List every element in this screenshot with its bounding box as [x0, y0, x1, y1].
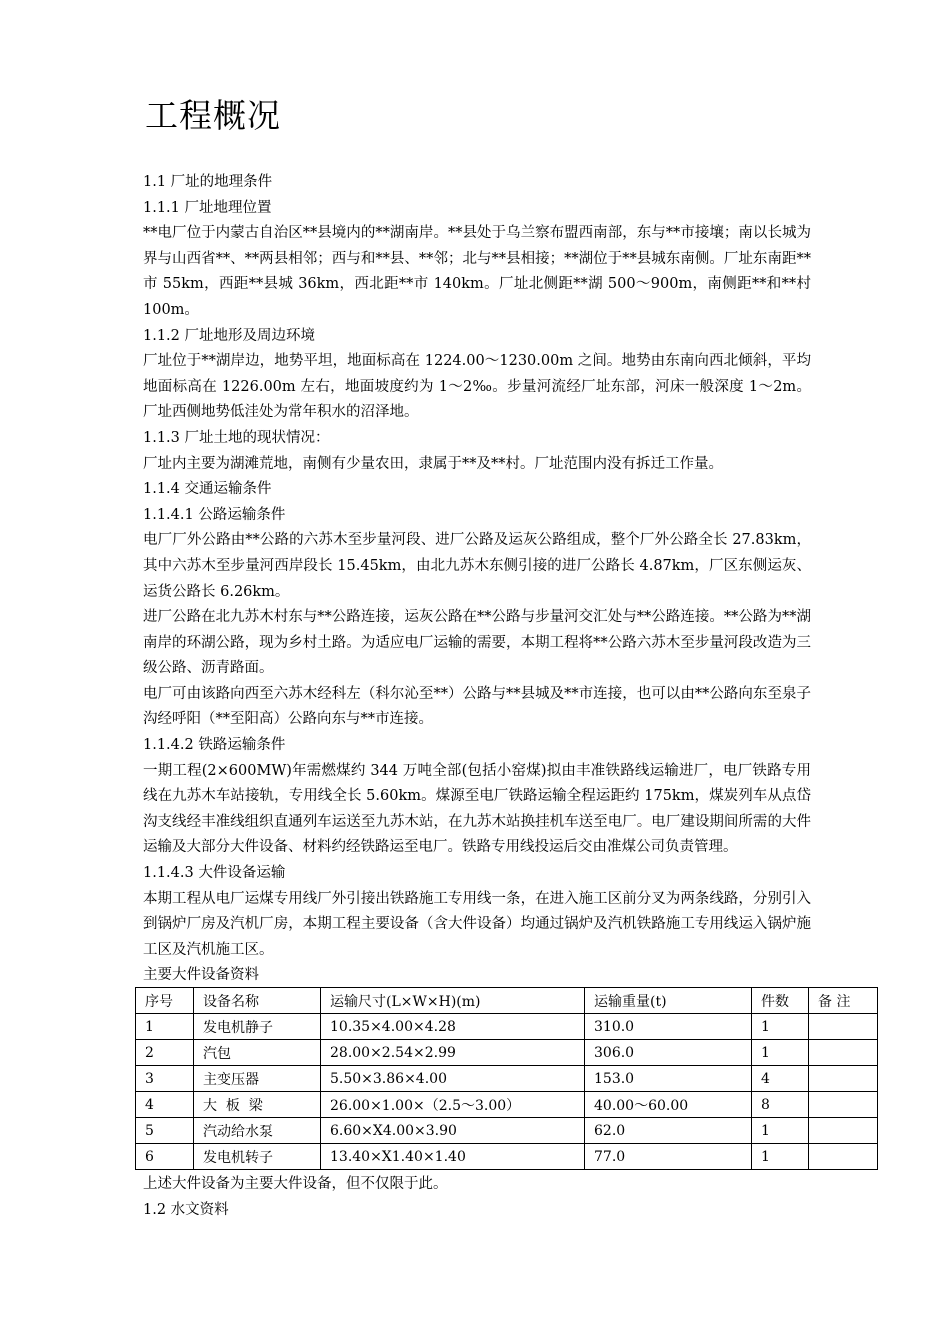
cell-index: 1	[136, 1014, 194, 1040]
cell-count: 4	[752, 1066, 809, 1092]
cell-count: 8	[752, 1092, 809, 1118]
table-row	[136, 1144, 878, 1170]
cell-index: 3	[136, 1066, 194, 1092]
cell-dimensions: 13.40×X1.40×1.40	[321, 1144, 585, 1170]
page-title: 工程概况	[145, 96, 281, 135]
paragraph-site-location: **电厂位于内蒙古自治区**县境内的**湖南岸。**县处于乌兰察布盟西南部，东与**市接壤；南以长城为界与山西省**、**两县相邻；西与和**县、**邻；北与**县相接；**湖位于**县城东南侧。厂址东南距**市 55km，西距**县城 36km，西北距**市 140km。厂址北侧距**湖 500～900m，南侧距**和**村 100m。	[143, 225, 811, 318]
cell-remark	[809, 1118, 878, 1144]
cell-count: 1	[752, 1118, 809, 1144]
table-row	[136, 1014, 878, 1040]
heading-1-1-4-3: 1.1.4.3 大件设备运输	[143, 865, 286, 882]
cell-remark	[809, 1066, 878, 1092]
cell-count: 1	[752, 1144, 809, 1170]
table-row	[136, 1066, 878, 1092]
table-row	[136, 1092, 878, 1118]
header-cell: 运输重量(t)	[585, 988, 752, 1014]
cell-dimensions: 28.00×2.54×2.99	[321, 1040, 585, 1066]
paragraph-road-2: 进厂公路在北九苏木村东与**公路连接，运灰公路在**公路与步量河交汇处与**公路连接。**公路为**湖南岸的环湖公路，现为乡村土路。为适应电厂运输的需要，本期工程将**公路六苏木至步量河段改造为三级公路、沥青路面。	[143, 609, 811, 677]
table-row	[136, 1118, 878, 1144]
heading-1-1-4: 1.1.4 交通运输条件	[143, 481, 272, 498]
cell-count: 1	[752, 1040, 809, 1066]
header-cell: 件数	[752, 988, 809, 1014]
cell-weight: 306.0	[585, 1040, 752, 1066]
cell-remark	[809, 1144, 878, 1170]
heading-1-1-3: 1.1.3 厂址土地的现状情况：	[143, 429, 330, 446]
cell-index: 5	[136, 1118, 194, 1144]
cell-dimensions: 5.50×3.86×4.00	[321, 1066, 585, 1092]
cell-remark	[809, 1014, 878, 1040]
cell-equipment: 大 板 梁	[194, 1092, 321, 1118]
cell-equipment: 汽动给水泵	[194, 1118, 321, 1144]
paragraph-road-1: 电厂厂外公路由**公路的六苏木至步量河段、进厂公路及运灰公路组成，整个厂外公路全长 27.83km，其中六苏木至步量河西岸段长 15.45km，由北九苏木东侧引接的进厂公路长 4.87km，厂区东侧运灰、运货公路长 6.26km。	[143, 532, 811, 600]
cell-dimensions: 6.60×X4.00×3.90	[321, 1118, 585, 1144]
cell-remark	[809, 1040, 878, 1066]
body-text	[143, 170, 811, 963]
cell-remark	[809, 1092, 878, 1118]
paragraph-large-equipment: 本期工程从电厂运煤专用线厂外引接出铁路施工专用线一条，在进入施工区前分叉为两条线路，分别引入到锅炉厂房及汽机厂房，本期工程主要设备（含大件设备）均通过锅炉及汽机铁路施工专用线运入锅炉施工区及汽机施工区。	[143, 890, 811, 958]
cell-weight: 62.0	[585, 1118, 752, 1144]
cell-count: 1	[752, 1014, 809, 1040]
heading-1-1-1: 1.1.1 厂址地理位置	[143, 199, 272, 216]
header-cell: 设备名称	[194, 988, 321, 1014]
paragraph-land-status: 厂址内主要为湖滩荒地，南侧有少量农田，隶属于**及**村。厂址范围内没有拆迁工作量。	[143, 455, 723, 472]
cell-dimensions: 10.35×4.00×4.28	[321, 1014, 585, 1040]
paragraph-railway: 一期工程(2×600MW)年需燃煤约 344 万吨全部(包括小窑煤)拟由丰准铁路线运输进厂，电厂铁路专用线在九苏木车站接轨，专用线全长 5.60km。煤源至电厂铁路运输全程运距约 175km，煤炭列车从点岱沟支线经丰准线组织直通列车运送至九苏木站，在九苏木站换挂机车送至电厂。电厂建设期间所需的大件运输及大部分大件设备、材料约经铁路运至电厂。铁路专用线投运后交由准煤公司负责管理。	[143, 762, 811, 856]
header-cell: 序号	[136, 988, 194, 1014]
document-page	[143, 96, 851, 1224]
table-caption: 主要大件设备资料	[143, 967, 259, 984]
heading-1-1-4-1: 1.1.4.1 公路运输条件	[143, 506, 286, 523]
table-row	[136, 1040, 878, 1066]
cell-equipment: 主变压器	[194, 1066, 321, 1092]
heading-1-1-2: 1.1.2 厂址地形及周边环境	[143, 327, 316, 344]
cell-index: 6	[136, 1144, 194, 1170]
cell-weight: 310.0	[585, 1014, 752, 1040]
cell-index: 4	[136, 1092, 194, 1118]
after-table-text	[143, 1172, 811, 1223]
paragraph-terrain: 厂址位于**湖岸边，地势平坦，地面标高在 1224.00～1230.00m 之间。地势由东南向西北倾斜，平均地面标高在 1226.00m 左右，地面坡度约为 1～2‰。步量河流经厂址东部，河床一般深度 1～2m。厂址西侧地势低洼处为常年积水的沼泽地。	[143, 353, 811, 421]
cell-weight: 40.00～60.00	[585, 1092, 752, 1118]
cell-equipment: 发电机转子	[194, 1144, 321, 1170]
cell-weight: 153.0	[585, 1066, 752, 1092]
cell-equipment: 汽包	[194, 1040, 321, 1066]
heading-1-1-4-2: 1.1.4.2 铁路运输条件	[143, 737, 286, 754]
header-cell: 备 注	[809, 988, 878, 1014]
cell-weight: 77.0	[585, 1144, 752, 1170]
cell-dimensions: 26.00×1.00×（2.5～3.00）	[321, 1092, 585, 1118]
paragraph-road-3: 电厂可由该路向西至六苏木经科左（科尔沁至**）公路与**县城及**市连接，也可以由**公路向东至泉子沟经呼阳（**至阳高）公路向东与**市连接。	[143, 685, 811, 728]
table-header-row	[136, 988, 878, 1014]
cell-index: 2	[136, 1040, 194, 1066]
heading-1-1: 1.1 厂址的地理条件	[143, 174, 273, 190]
paragraph-table-note: 上述大件设备为主要大件设备，但不仅限于此。	[143, 1176, 448, 1193]
header-cell: 运输尺寸(L×W×H)(m)	[321, 988, 585, 1014]
heading-1-2: 1.2 水文资料	[143, 1202, 229, 1218]
cell-equipment: 发电机静子	[194, 1014, 321, 1040]
equipment-table	[135, 987, 878, 1170]
